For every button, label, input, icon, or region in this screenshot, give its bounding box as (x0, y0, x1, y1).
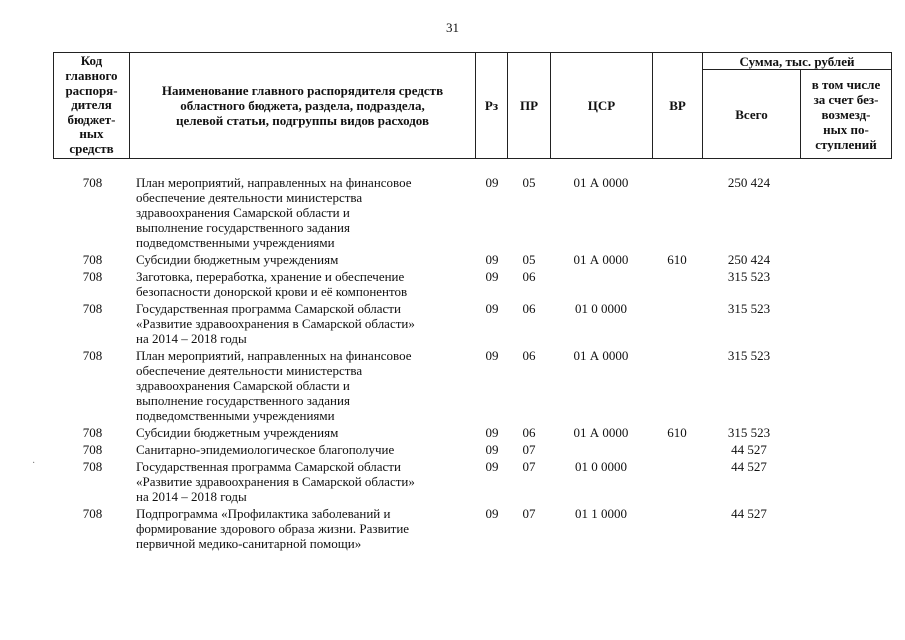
row-name-line: обеспечение деятельности министерства (136, 190, 363, 205)
row-kod: 708 (82, 175, 103, 190)
row-csr: 01 1 0000 (575, 506, 627, 521)
row-name-line: Государственная программа Самарской области (136, 301, 401, 316)
header-name-line: областного бюджета, раздела, подраздела, (180, 98, 425, 113)
row-kod: 708 (82, 459, 103, 474)
row-total: 315 523 (727, 301, 771, 316)
row-rz: 09 (485, 459, 499, 474)
row-rz: 09 (485, 269, 499, 284)
row-pr: 07 (522, 459, 536, 474)
table-body (0, 175, 905, 553)
table-row (0, 269, 905, 301)
row-pr: 07 (522, 442, 536, 457)
row-name-line: План мероприятий, направленных на финансовое (136, 348, 412, 363)
row-name (136, 348, 476, 423)
row-rz: 09 (485, 506, 499, 521)
row-kod: 708 (82, 425, 103, 440)
table-row (0, 348, 905, 425)
row-name-line: подведомственными учреждениями (136, 235, 335, 250)
row-vr: 610 (667, 425, 687, 440)
row-name (136, 459, 476, 504)
row-pr: 07 (522, 506, 536, 521)
header-name (130, 53, 476, 159)
row-csr: 01 А 0000 (573, 348, 629, 363)
row-csr: 01 0 0000 (575, 459, 627, 474)
row-name-line: подведомственными учреждениями (136, 408, 335, 423)
row-name-line: выполнение государственного задания (136, 220, 350, 235)
table-row (0, 459, 905, 506)
row-rz: 09 (485, 348, 499, 363)
row-name (136, 506, 476, 551)
row-total: 44 527 (731, 506, 767, 521)
row-kod: 708 (82, 269, 103, 284)
table-header (53, 52, 892, 159)
row-name-line: обеспечение деятельности министерства (136, 363, 363, 378)
header-kod (54, 53, 130, 159)
scan-mark: · (32, 458, 36, 469)
row-total: 44 527 (731, 442, 767, 457)
row-pr: 06 (522, 348, 536, 363)
row-pr: 05 (522, 252, 536, 267)
table-row (0, 175, 905, 252)
row-kod: 708 (82, 442, 103, 457)
row-csr: 01 А 0000 (573, 175, 629, 190)
header-kod-line: ных (79, 126, 104, 142)
row-kod: 708 (82, 348, 103, 363)
row-name-line: на 2014 – 2018 годы (136, 331, 247, 346)
header-inclusive-line: ступлений (815, 136, 877, 152)
header-inclusive (801, 70, 892, 159)
row-name-line: Подпрограмма «Профилактика заболеваний и (136, 506, 391, 521)
row-rz: 09 (485, 301, 499, 316)
row-pr: 06 (522, 269, 536, 284)
row-name-line: Субсидии бюджетным учреждениям (136, 252, 339, 267)
row-name (136, 269, 476, 299)
row-name-line: План мероприятий, направленных на финансовое (136, 175, 412, 190)
table-row (0, 425, 905, 442)
row-name-line: на 2014 – 2018 годы (136, 489, 247, 504)
table-row (0, 252, 905, 269)
row-name-line: выполнение государственного задания (136, 393, 350, 408)
header-kod-line: дителя (71, 97, 112, 113)
header-kod-line: бюджет- (67, 111, 116, 127)
row-pr: 05 (522, 175, 536, 190)
row-kod: 708 (82, 506, 103, 521)
header-kod-line: средств (69, 140, 114, 156)
row-total: 315 523 (727, 348, 771, 363)
row-name (136, 442, 476, 457)
row-total: 44 527 (731, 459, 767, 474)
row-kod: 708 (82, 252, 103, 267)
page-number: 31 (446, 20, 459, 35)
row-name-line: «Развитие здравоохранения в Самарской области» (136, 474, 415, 489)
header-kod-line: Код (80, 53, 103, 69)
row-total: 250 424 (727, 252, 771, 267)
row-name-line: здравоохранения Самарской области и (136, 378, 350, 393)
header-inclusive-line: возмезд- (821, 106, 871, 122)
row-rz: 09 (485, 425, 499, 440)
header-pr: ПР (508, 53, 551, 159)
row-name-line: формирование здорового образа жизни. Развитие (136, 521, 410, 536)
row-vr: 610 (667, 252, 687, 267)
row-name (136, 425, 476, 440)
table-row (0, 506, 905, 553)
table-row (0, 442, 905, 459)
header-total: Всего (703, 70, 801, 159)
row-name-line: первичной медико-санитарной помощи» (136, 536, 362, 551)
header-sum-group: Сумма, тыс. рублей (703, 53, 892, 70)
row-name-line: «Развитие здравоохранения в Самарской области» (136, 316, 415, 331)
table-row (0, 301, 905, 348)
header-name-line: Наименование главного распорядителя средств (161, 83, 444, 98)
header-inclusive-line: ных по- (823, 121, 869, 137)
row-csr: 01 А 0000 (573, 425, 629, 440)
header-kod-line: главного (65, 68, 118, 84)
row-total: 315 523 (727, 425, 771, 440)
header-rz: Рз (476, 53, 508, 159)
header-name-line: целевой статьи, подгруппы видов расходов (175, 113, 430, 128)
row-kod: 708 (82, 301, 103, 316)
row-csr: 01 А 0000 (573, 252, 629, 267)
row-name (136, 175, 476, 250)
row-csr: 01 0 0000 (575, 301, 627, 316)
row-name-line: Санитарно-эпидемиологическое благополучие (136, 442, 395, 457)
row-name-line: безопасности донорской крови и её компонентов (136, 284, 408, 299)
row-pr: 06 (522, 301, 536, 316)
row-total: 315 523 (727, 269, 771, 284)
header-inclusive-line: в том числе (811, 76, 881, 92)
row-pr: 06 (522, 425, 536, 440)
row-rz: 09 (485, 252, 499, 267)
row-rz: 09 (485, 175, 499, 190)
header-inclusive-line: за счет без- (813, 91, 879, 107)
row-total: 250 424 (727, 175, 771, 190)
row-name (136, 301, 476, 346)
header-kod-line: распоря- (65, 82, 118, 98)
row-name-line: Заготовка, переработка, хранение и обеспечение (136, 269, 405, 284)
row-name (136, 252, 476, 267)
row-name-line: Субсидии бюджетным учреждениям (136, 425, 339, 440)
row-name-line: здравоохранения Самарской области и (136, 205, 350, 220)
row-rz: 09 (485, 442, 499, 457)
header-csr: ЦСР (551, 53, 653, 159)
row-name-line: Государственная программа Самарской области (136, 459, 401, 474)
header-vr: ВР (653, 53, 703, 159)
